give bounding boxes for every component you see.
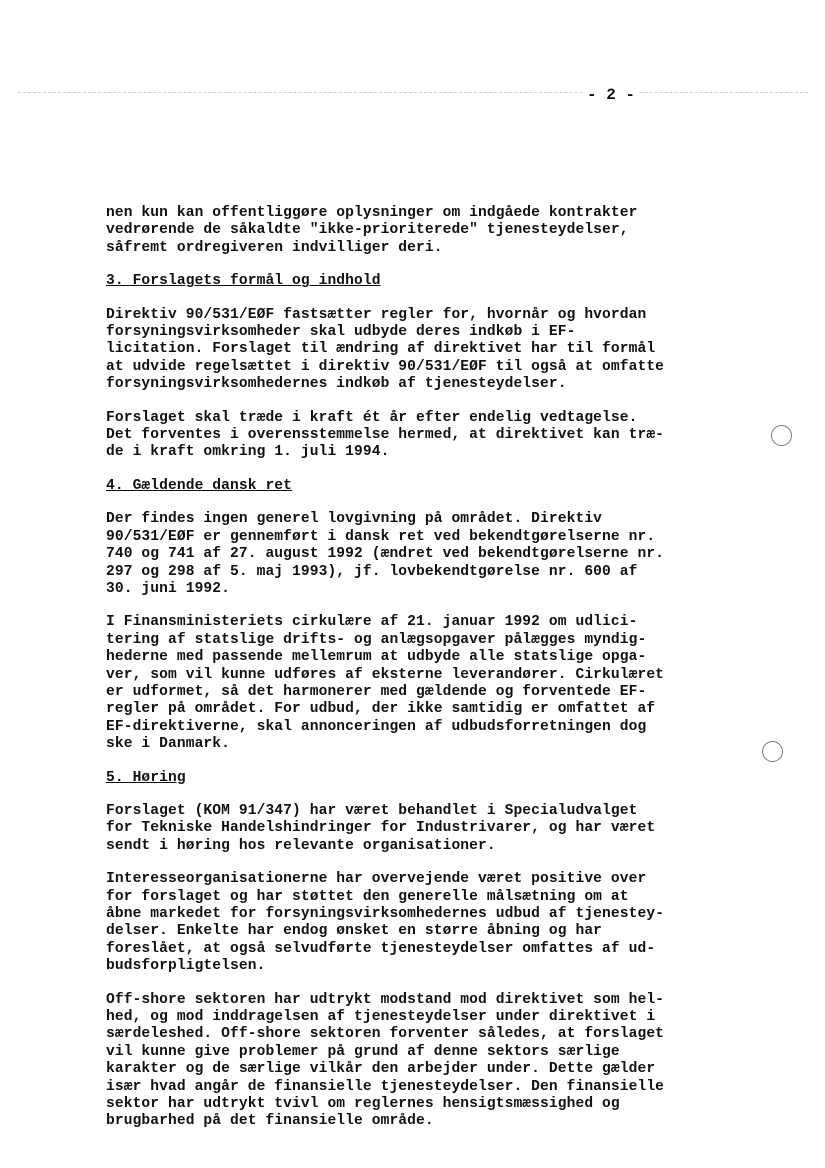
paragraph <box>106 205 746 257</box>
text-line: Forslaget (KOM 91/347) har været behandlet i Specialudvalget <box>106 802 638 819</box>
text-line: forsyningsvirksomhedernes indkøb af tjenesteydelser. <box>106 376 567 393</box>
text-line: hederne med passende mellemrum at udbyde alle statslige opga- <box>106 649 647 666</box>
text-line: budsforpligtelsen. <box>106 958 266 975</box>
heading-text: 5. Høring <box>106 769 186 786</box>
text-line: ske i Danmark. <box>106 736 231 753</box>
text-line: vil kunne give problemer på grund af denne sektors særlige <box>106 1043 620 1060</box>
punch-hole-upper-icon <box>771 425 792 446</box>
text-line: brugbarhed på det finansielle område. <box>106 1113 434 1130</box>
text-line: 297 og 298 af 5. maj 1993), jf. lovbekendtgørelse nr. 600 af <box>106 563 638 580</box>
text-line: Forslaget skal træde i kraft ét år efter endelig vedtagelse. <box>106 409 638 426</box>
text-line: regler på området. For udbud, der ikke samtidig er omfattet af <box>106 701 656 718</box>
text-line: for forslaget og har støttet den generelle målsætning om at <box>106 888 629 905</box>
section-heading <box>106 273 746 290</box>
text-line: sektor har udtrykt tvivl om reglernes hensigtsmæssighed og <box>106 1096 620 1113</box>
section-heading <box>106 478 746 495</box>
text-line: for Tekniske Handelshindringer for Industrivarer, og har været <box>106 820 656 837</box>
text-line: særdeleshed. Off-shore sektoren forventer således, at forslaget <box>106 1026 665 1043</box>
paragraph <box>106 871 746 975</box>
text-line: at udvide regelsættet i direktiv 90/531/EØF til også at omfatte <box>106 358 665 375</box>
text-line: Direktiv 90/531/EØF fastsætter regler for, hvornår og hvordan <box>106 306 647 323</box>
paragraph <box>106 992 746 1131</box>
punch-hole-lower-icon <box>762 741 783 762</box>
text-line: nen kun kan offentliggøre oplysninger om indgåede kontrakter <box>106 205 638 221</box>
text-line: 90/531/EØF er gennemført i dansk ret ved bekendtgørelserne nr. <box>106 528 656 545</box>
text-line: åbne markedet for forsyningsvirksomhedernes udbud af tjenestey- <box>106 906 665 922</box>
text-line: såfremt ordregiveren indvilliger deri. <box>106 239 443 256</box>
top-divider <box>18 92 808 93</box>
paragraph <box>106 410 746 462</box>
text-line: foreslået, at også selvudførte tjenesteydelser omfattes af ud- <box>106 940 656 957</box>
text-line: forsyningsvirksomheder skal udbyde deres indkøb i EF- <box>106 324 576 341</box>
section-heading <box>106 770 746 787</box>
text-line: tering af statslige drifts- og anlægsopgaver pålægges myndig- <box>106 631 647 648</box>
paragraph <box>106 803 746 855</box>
text-line: karakter og de særlige vilkår den arbejder under. Dette gælder <box>106 1061 656 1078</box>
text-line: Off-shore sektoren har udtrykt modstand mod direktivet som hel- <box>106 991 665 1008</box>
text-line: I Finansministeriets cirkulære af 21. januar 1992 om udlici- <box>106 614 638 631</box>
paragraph <box>106 511 746 598</box>
text-line: hed, og mod inddragelsen af tjenesteydelser under direktivet i <box>106 1009 656 1026</box>
text-line: vedrørende de såkaldte "ikke-prioriterede" tjenesteydelser, <box>106 222 629 239</box>
page-number: - 2 - <box>583 86 639 104</box>
text-line: licitation. Forslaget til ændring af direktivet har til formål <box>106 341 656 358</box>
heading-text: 4. Gældende dansk ret <box>106 477 293 494</box>
text-line: 740 og 741 af 27. august 1992 (ændret ved bekendtgørelserne nr. <box>106 546 665 563</box>
document-body <box>106 205 746 1147</box>
heading-text: 3. Forslagets formål og indhold <box>106 273 381 290</box>
text-line: især hvad angår de finansielle tjenesteydelser. Den finansielle <box>106 1078 665 1095</box>
paragraph <box>106 614 746 753</box>
text-line: ver, som vil kunne udføres af eksterne leverandører. Cirkulæret <box>106 666 665 683</box>
text-line: 30. juni 1992. <box>106 580 231 597</box>
text-line: delser. Enkelte har endog ønsket en større åbning og har <box>106 923 603 940</box>
text-line: Der findes ingen generel lovgivning på området. Direktiv <box>106 511 603 528</box>
text-line: er udformet, så det harmonerer med gældende og forventede EF- <box>106 683 647 700</box>
text-line: Det forventes i overensstemmelse hermed, at direktivet kan træ- <box>106 427 665 444</box>
text-line: sendt i høring hos relevante organisationer. <box>106 837 496 854</box>
paragraph <box>106 307 746 394</box>
text-line: EF-direktiverne, skal annonceringen af udbudsforretningen dog <box>106 718 647 735</box>
text-line: de i kraft omkring 1. juli 1994. <box>106 444 390 461</box>
text-line: Interesseorganisationerne har overvejende været positive over <box>106 871 647 888</box>
